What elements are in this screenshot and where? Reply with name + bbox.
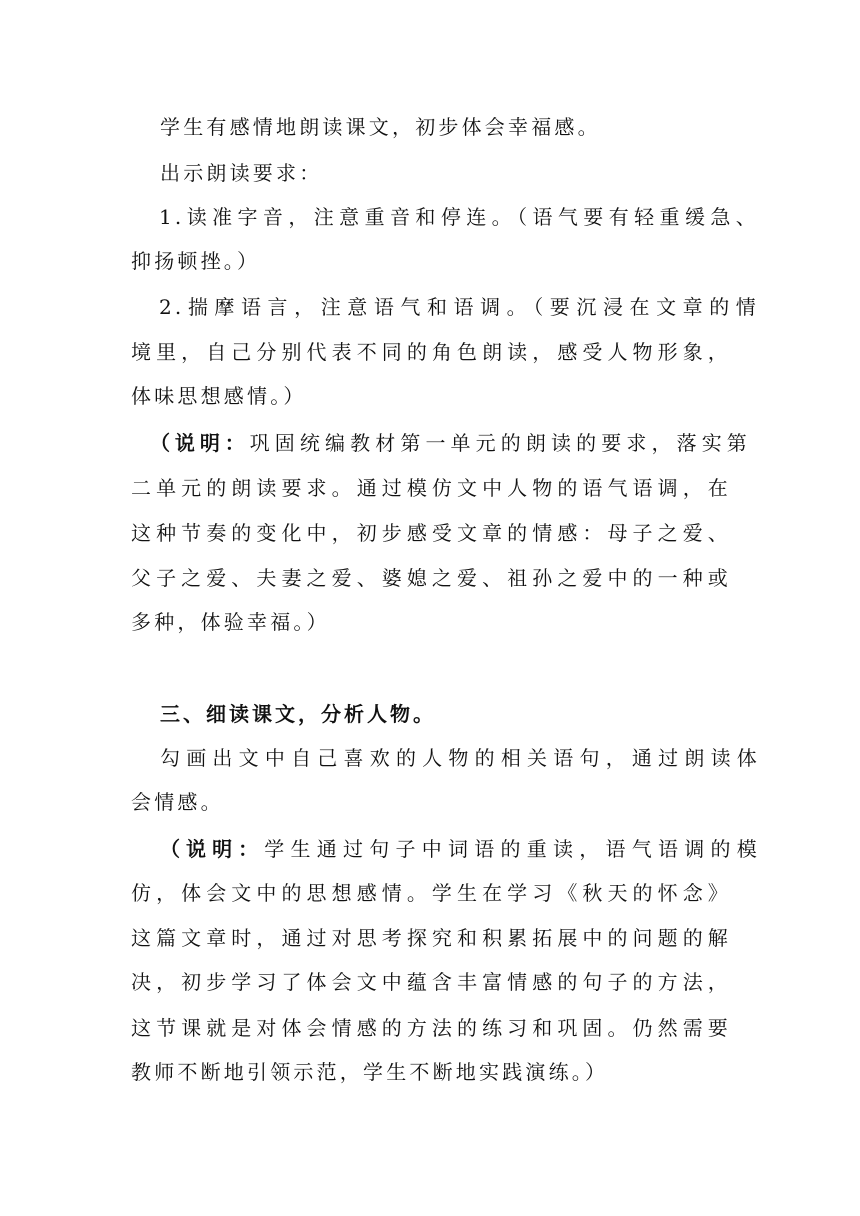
requirement-1-line-1: 1.读准字音，注意重音和停连。（语气要有轻重缓急、 bbox=[159, 205, 759, 229]
note-2-label: （说明： bbox=[160, 837, 265, 861]
note-1-line-1 bbox=[150, 421, 750, 465]
note-1-line-5: 多种，体验幸福。） bbox=[131, 610, 330, 634]
note-1-line-3: 这种节奏的变化中，初步感受文章的情感：母子之爱、 bbox=[131, 521, 731, 545]
paragraph-5-line-1: 勾画出文中自己喜欢的人物的相关语句，通过朗读体 bbox=[160, 746, 760, 770]
note-2-line-3: 这篇文章时，通过对思考探究和积累拓展中的问题的解 bbox=[131, 926, 731, 950]
note-1-label: （说明： bbox=[150, 431, 250, 455]
note-2-text: 学生通过句子中词语的重读，语气语调的模 bbox=[264, 837, 760, 861]
note-1-text: 巩固统编教材第一单元的朗读的要求，落实第 bbox=[249, 431, 751, 455]
requirement-2-line-3: 体味思想感情。） bbox=[131, 384, 307, 408]
note-1-line-4: 父子之爱、夫妻之爱、婆媳之爱、祖孙之爱中的一种或 bbox=[131, 566, 731, 590]
note-2-line-5: 这节课就是对体会情感的方法的练习和巩固。仍然需要 bbox=[131, 1016, 731, 1040]
note-2-line-4: 决，初步学习了体会文中蕴含丰富情感的句子的方法， bbox=[131, 970, 731, 994]
requirement-2-line-2: 境里，自己分别代表不同的角色朗读，感受人物形象， bbox=[131, 340, 731, 364]
requirement-1-line-2: 抑扬顿挫。） bbox=[131, 249, 261, 273]
note-2-line-1 bbox=[160, 827, 760, 871]
section-heading-3: 三、细读课文，分析人物。 bbox=[160, 702, 436, 726]
note-1-line-2: 二单元的朗读要求。通过模仿文中人物的语气语调，在 bbox=[131, 476, 731, 500]
paragraph-intro: 学生有感情地朗读课文，初步体会幸福感。 bbox=[160, 115, 601, 139]
note-2-line-2: 仿，体会文中的思想感情。学生在学习《秋天的怀念》 bbox=[131, 881, 731, 905]
paragraph-5-line-2: 会情感。 bbox=[131, 790, 224, 814]
note-2-line-6: 教师不断地引领示范，学生不断地实践演练。） bbox=[131, 1060, 609, 1084]
requirement-2-line-1: 2.揣摩语言，注意语气和语调。（要沉浸在文章的情 bbox=[159, 295, 759, 319]
paragraph-reading-requirements: 出示朗读要求： bbox=[160, 161, 323, 185]
